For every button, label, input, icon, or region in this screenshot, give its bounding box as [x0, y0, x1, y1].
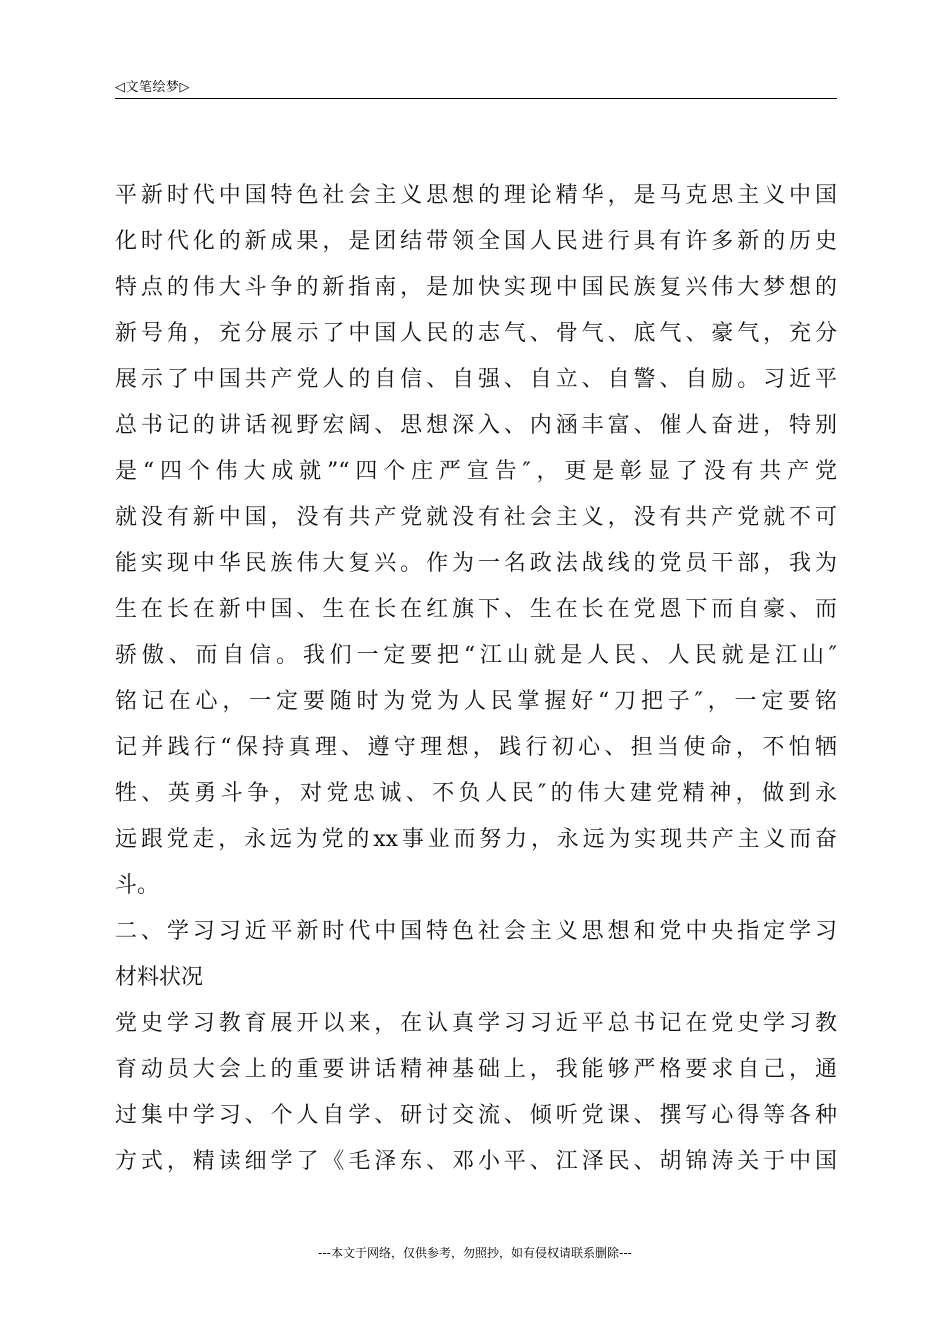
body-line: 远跟党走，永远为党的xx事业而努力，永远为实现共产主义而奋 — [115, 827, 837, 852]
body-line: 党史学习教育展开以来，在认真学习习近平总书记在党史学习教 — [115, 1011, 837, 1036]
section-heading-line: 二、学习习近平新时代中国特色社会主义思想和党中央指定学习 — [115, 919, 837, 944]
page-header — [115, 72, 837, 99]
body-line: 记并践行“保持真理、遵守理想，践行初心、担当使命，不怕牺 — [115, 735, 837, 760]
body-line: 总书记的讲话视野宏阔、思想深入、内涵丰富、催人奋进，特别 — [115, 413, 837, 438]
body-line: 特点的伟大斗争的新指南，是加快实现中国民族复兴伟大梦想的 — [115, 275, 837, 300]
body-line: 育动员大会上的重要讲话精神基础上，我能够严格要求自己，通 — [115, 1057, 837, 1082]
body-line: 方式，精读细学了《毛泽东、邓小平、江泽民、胡锦涛关于中国 — [115, 1149, 837, 1174]
body-line: 能实现中华民族伟大复兴。作为一名政法战线的党员干部，我为 — [115, 551, 837, 576]
body-line: 铭记在心，一定要随时为党为人民掌握好“刀把子″，一定要铭 — [115, 689, 837, 714]
body-line: 牲、英勇斗争，对党忠诚、不负人民″的伟大建党精神，做到永 — [115, 781, 837, 806]
page-footer: ---本文于网络，仅供参考，勿照抄，如有侵权请联系删除--- — [318, 1246, 632, 1260]
body-line: 新号角，充分展示了中国人民的志气、骨气、底气、豪气，充分 — [115, 321, 837, 346]
body-line: 是“四个伟大成就”“四个庄严宣告″，更是彰显了没有共产党 — [115, 459, 837, 484]
body-line: 过集中学习、个人自学、研讨交流、倾听党课、撰写心得等各种 — [115, 1103, 837, 1128]
body-line: 平新时代中国特色社会主义思想的理论精华，是马克思主义中国 — [115, 183, 837, 208]
body-line: 展示了中国共产党人的自信、自强、自立、自警、自励。习近平 — [115, 367, 837, 392]
body-line: 生在长在新中国、生在长在红旗下、生在长在党恩下而自豪、而 — [115, 597, 837, 622]
header-title: ◁文笔绘梦▷ — [115, 80, 190, 95]
body-line: 斗。 — [115, 873, 160, 898]
body-line: 骄傲、而自信。我们一定要把“江山就是人民、人民就是江山″ — [115, 643, 837, 668]
body-line: 化时代化的新成果，是团结带领全国人民进行具有许多新的历史 — [115, 229, 837, 254]
document-body — [115, 173, 837, 1185]
body-line: 就没有新中国，没有共产党就没有社会主义，没有共产党就不可 — [115, 505, 837, 530]
section-heading-line: 材料状况 — [115, 965, 204, 990]
